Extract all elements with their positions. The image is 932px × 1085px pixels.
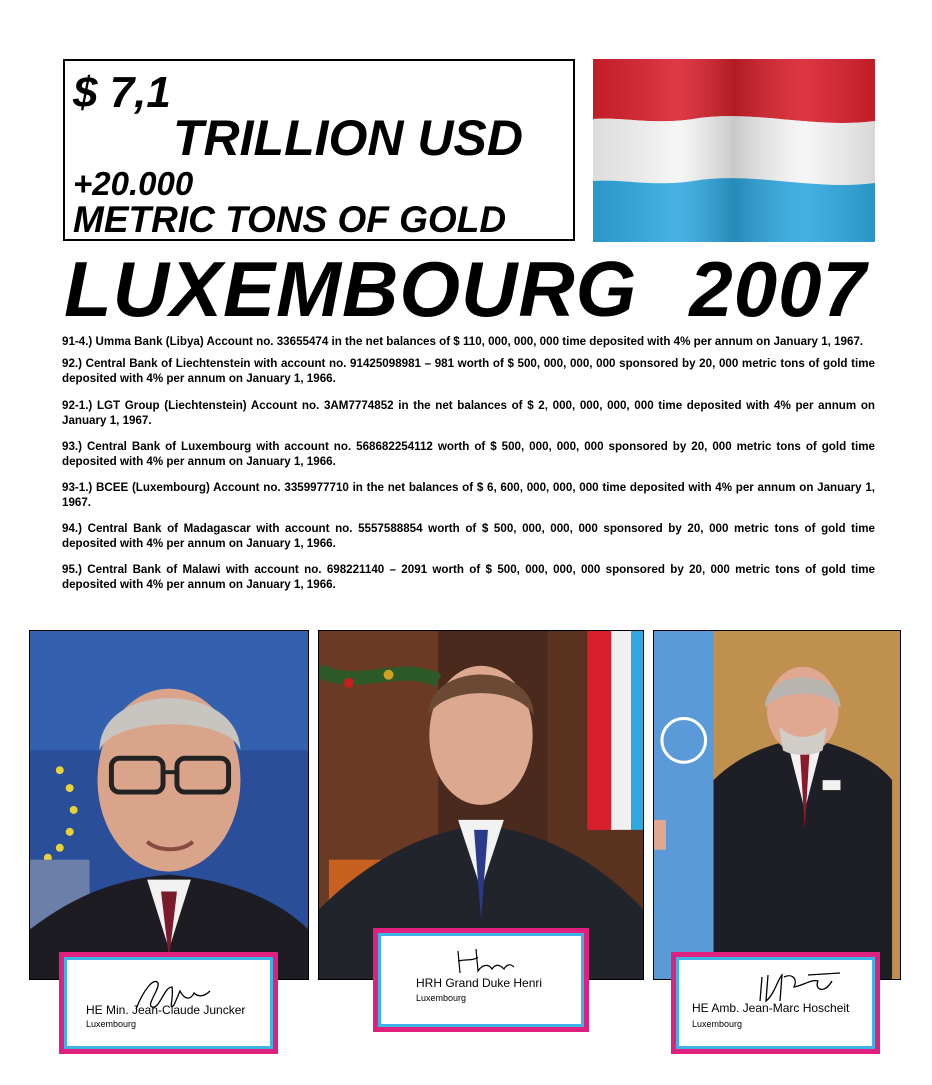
signatory-place: Luxembourg bbox=[86, 1019, 137, 1029]
title-country: LUXEMBOURG bbox=[64, 245, 638, 333]
signature-card-2 bbox=[373, 928, 589, 1032]
signatory-name: HE Min. Jean-Claude Juncker bbox=[86, 1003, 246, 1017]
portrait-photo-1 bbox=[29, 630, 309, 980]
account-entry: 93.) Central Bank of Luxembourg with account no. 568682254112 worth of $ 500, 000, 000, 000 sponsored by 20, 000 metric tons of gold time deposited with 4% per annum on January 1, 1966. bbox=[62, 440, 875, 468]
portrait-3-image bbox=[654, 631, 900, 979]
headline-box bbox=[63, 59, 575, 241]
account-list bbox=[62, 334, 875, 599]
portrait-2-image bbox=[319, 631, 643, 979]
headline-unit: TRILLION USD bbox=[173, 110, 523, 166]
account-entry: 94.) Central Bank of Madagascar with account no. 5557588854 worth of $ 500, 000, 000, 000 sponsored by 20, 000 metric tons of gold time deposited with 4% per annum on January 1, 1966. bbox=[62, 522, 875, 550]
account-entry: 92.) Central Bank of Liechtenstein with account no. 91425098981 – 981 worth of $ 500, 000, 000, 000 sponsored by 20, 000 metric tons of gold time deposited with 4% per annum on January 1, 1966. bbox=[62, 357, 875, 385]
signatory-name: HE Amb. Jean-Marc Hoscheit bbox=[692, 1001, 850, 1015]
signatory-place: Luxembourg bbox=[416, 993, 467, 1003]
headline-amount: $ 7,1 bbox=[73, 68, 171, 117]
signature-card-1 bbox=[59, 952, 278, 1054]
account-entry: 91-4.) Umma Bank (Libya) Account no. 33655474 in the net balances of $ 110, 000, 000, 000 time deposited with 4% per annum on January 1, 1967. bbox=[62, 335, 864, 348]
portrait-photo-3 bbox=[653, 630, 901, 980]
portrait-1-image bbox=[30, 631, 308, 979]
flag-icon bbox=[593, 59, 875, 242]
signature-icon bbox=[448, 943, 528, 977]
headline-gold-unit: METRIC TONS OF GOLD bbox=[73, 199, 507, 240]
signatory-place: Luxembourg bbox=[692, 1019, 743, 1029]
signatory-name: HRH Grand Duke Henri bbox=[416, 976, 543, 990]
account-entry: 93-1.) BCEE (Luxembourg) Account no. 3359977710 in the net balances of $ 6, 600, 000, 000, 000 time deposited with 4% per annum on January 1, 1967. bbox=[62, 481, 875, 509]
title-year: 2007 bbox=[689, 245, 867, 333]
account-entry: 92-1.) LGT Group (Liechtenstein) Account no. 3AM7774852 in the net balances of $ 2, 000, 000, 000, 000 time deposited with 4% per annum on January 1, 1967. bbox=[62, 399, 875, 427]
headline-gold-amount: +20.000 bbox=[73, 165, 194, 202]
signature-card-3 bbox=[671, 952, 880, 1054]
page-title bbox=[64, 245, 867, 333]
luxembourg-flag-image bbox=[593, 59, 875, 242]
account-entry: 95.) Central Bank of Malawi with account no. 698221140 – 2091 worth of $ 500, 000, 000, 000 sponsored by 20, 000 metric tons of gold time deposited with 4% per annum on January 1, 1966. bbox=[62, 563, 875, 591]
